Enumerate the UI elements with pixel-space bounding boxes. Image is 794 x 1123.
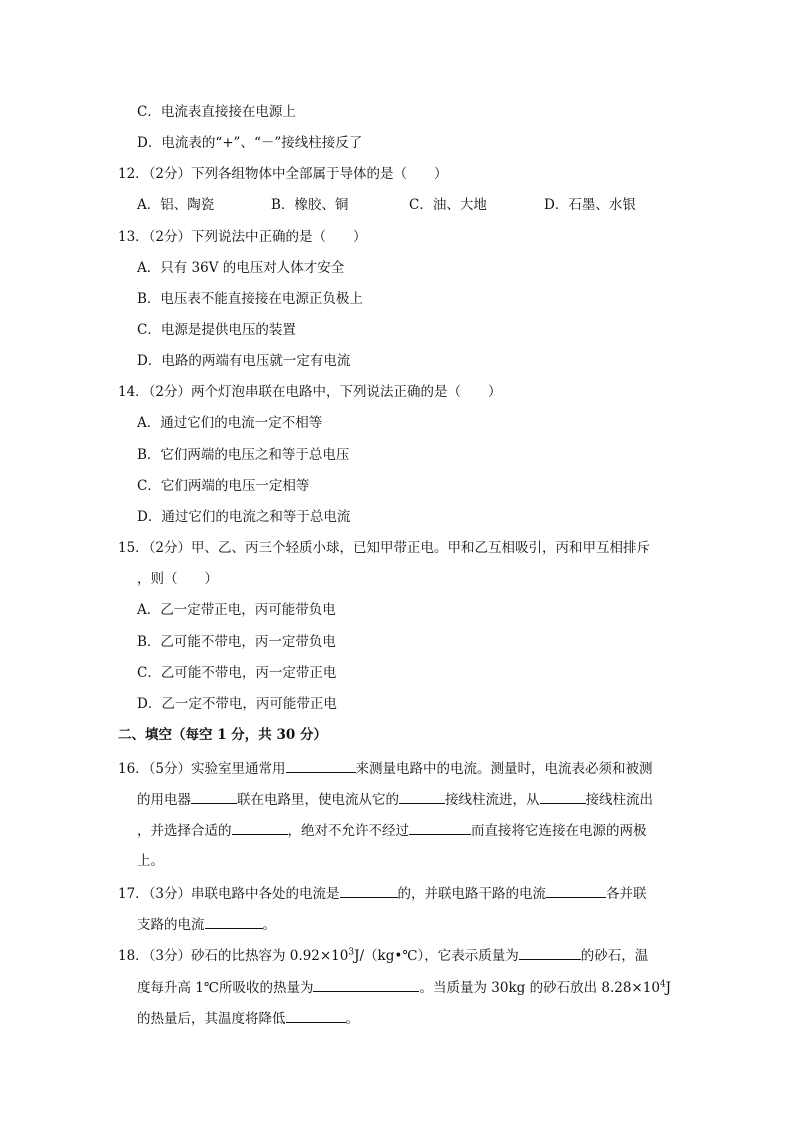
q17-text: 支路的电流	[137, 917, 205, 933]
q18-line2	[137, 976, 671, 998]
answer-blank[interactable]	[340, 882, 398, 898]
q13-option-d: D．电路的两端有电压就一定有电流	[137, 353, 351, 369]
q16-text: 来测量电路中的电流。测量时，电流表必须和被测	[355, 761, 653, 777]
answer-blank[interactable]	[409, 819, 471, 835]
q18-text: 度每升高 1℃所吸收的热量为	[137, 980, 314, 996]
q12-option-b: B．橡胶、铜	[271, 197, 349, 213]
q14-option-b: B．它们两端的电压之和等于总电压	[137, 447, 350, 463]
q14-option-d: D．通过它们的电流之和等于总电流	[137, 509, 351, 525]
q18-text: 。当质量为 30kg 的砂石放出 8.28×10	[419, 980, 660, 996]
q15-stem-line1: 15．（2分）甲、乙、丙三个轻质小球，已知甲带正电。甲和乙互相吸引，丙和甲互相排斥	[118, 540, 651, 556]
q16-text: 的用电器	[137, 792, 191, 808]
q14-option-a: A．通过它们的电流一定不相等	[137, 415, 323, 431]
q15-option-c: C．乙可能不带电，丙一定带正电	[137, 665, 337, 681]
q17-text: 。	[262, 917, 276, 933]
q18-text: 的热量后，其温度将降低	[137, 1011, 286, 1027]
answer-blank[interactable]	[191, 788, 237, 804]
answer-blank[interactable]	[519, 944, 581, 960]
q16-line3	[137, 819, 647, 841]
q17-line2	[137, 913, 276, 935]
q16-text: 16．（5分）实验室里通常用	[118, 761, 286, 777]
section-heading: 二、填空（每空 1 分，共 30 分）	[118, 727, 327, 743]
q15-stem-line2: ，则（ ）	[137, 571, 218, 587]
q18-text: 。	[345, 1011, 359, 1027]
answer-blank[interactable]	[540, 788, 586, 804]
q18-exponent: 3	[348, 947, 355, 958]
answer-blank[interactable]	[232, 819, 288, 835]
q12-stem: 12．（2分）下列各组物体中全部属于导体的是（ ）	[118, 166, 448, 182]
q16-text: ，绝对不允许不经过	[287, 823, 409, 839]
q17-text: 的，并联电路干路的电流	[397, 886, 547, 902]
q16-text: 接线柱流进，从	[445, 792, 540, 808]
q15-option-a: A．乙一定带正电，丙可能带负电	[137, 602, 336, 618]
q11-option-d: D．电流表的“+”、“－”接线柱接反了	[137, 135, 363, 151]
q18-text: J	[665, 980, 672, 996]
answer-blank[interactable]	[286, 757, 356, 773]
answer-blank[interactable]	[313, 976, 419, 992]
q16-text: 接线柱流出	[585, 792, 653, 808]
answer-blank[interactable]	[546, 882, 606, 898]
q18-text: 18．（3分）砂石的比热容为 0.92×10	[118, 948, 349, 964]
q13-stem: 13．（2分）下列说法中正确的是（ ）	[118, 229, 367, 245]
q17-text: 各并联	[606, 886, 647, 902]
q16-line4: 上。	[137, 853, 164, 869]
q12-option-d: D．石墨、水银	[544, 197, 636, 213]
answer-blank[interactable]	[205, 913, 263, 929]
q17-line1	[118, 882, 647, 904]
q12-option-c: C．油、大地	[409, 197, 487, 213]
q17-text: 17．（3分）串联电路中各处的电流是	[118, 886, 340, 902]
q18-line1	[118, 944, 648, 966]
q12-option-a: A．铝、陶瓷	[137, 197, 215, 213]
q15-option-b: B．乙可能不带电，丙一定带负电	[137, 634, 336, 650]
q16-line2	[137, 788, 653, 810]
q16-text: 联在电路里，使电流从它的	[237, 792, 399, 808]
q13-option-c: C．电源是提供电压的装置	[137, 322, 296, 338]
q16-text: 而直接将它连接在电源的两极	[471, 823, 647, 839]
q18-exponent: 4	[659, 979, 666, 990]
answer-blank[interactable]	[286, 1007, 346, 1023]
q14-stem: 14．（2分）两个灯泡串联在电路中，下列说法正确的是（ ）	[118, 384, 502, 400]
q18-text: J/（kg•℃），它表示质量为	[354, 948, 519, 964]
q14-option-c: C．它们两端的电压一定相等	[137, 478, 310, 494]
q15-option-d: D．乙一定不带电，丙可能带正电	[137, 696, 337, 712]
q11-option-c: C．电流表直接接在电源上	[137, 104, 296, 120]
q18-line3	[137, 1007, 359, 1029]
q16-text: ，并选择合适的	[137, 823, 232, 839]
q18-text: 的砂石，温	[580, 948, 649, 964]
q12-options	[137, 195, 636, 215]
answer-blank[interactable]	[399, 788, 445, 804]
q13-option-b: B．电压表不能直接接在电源正负极上	[137, 291, 363, 307]
q16-line1	[118, 757, 653, 779]
q13-option-a: A．只有 36V 的电压对人体才安全	[137, 260, 345, 276]
